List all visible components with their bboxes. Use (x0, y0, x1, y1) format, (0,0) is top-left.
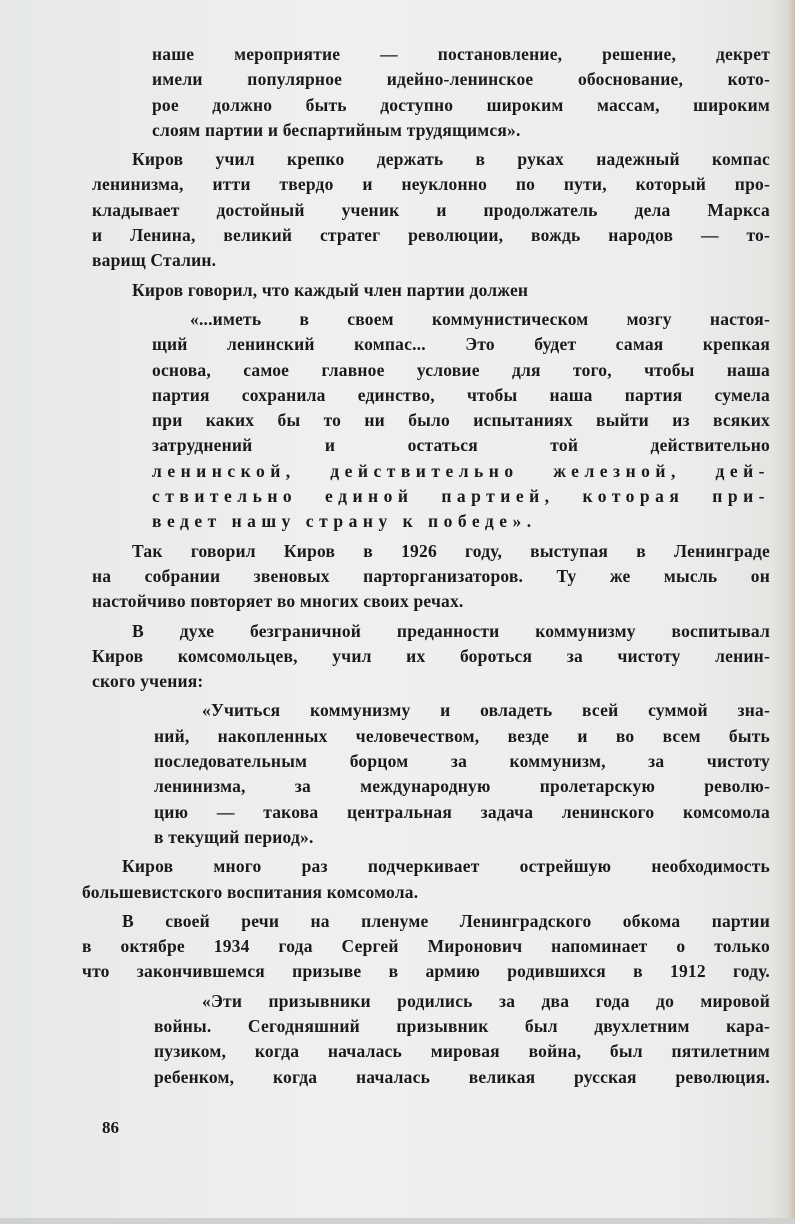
text-line: пузиком, когда началась мировая война, был пятилетним (154, 1041, 770, 1062)
block-quote (154, 989, 770, 1090)
text-line: В своей речи на пленуме Ленинградского обкома партии (122, 910, 770, 931)
text-line: Киров много раз подчеркивает острейшую необходимость (122, 856, 770, 877)
text-line: партия сохранила единство, чтобы наша партия сумела (152, 384, 770, 405)
paragraph (82, 909, 770, 985)
page-bottom-edge (0, 1218, 795, 1224)
text-line: варищ Сталин. (92, 250, 217, 271)
text-line-spaced: ленинской, действительно железной, дей- (152, 460, 770, 481)
text-line: цию — такова центральная задача ленинского комсомола (154, 801, 770, 822)
text-line: «Эти призывники родились за два года до мировой (202, 990, 770, 1011)
block-quote (152, 307, 770, 535)
block-quote (154, 698, 770, 850)
paragraph (92, 278, 770, 303)
text-line: и Ленина, великий стратег революции, вождь народов — то- (92, 225, 770, 246)
text-line-spaced: ствительно единой партией, которая при- (152, 486, 770, 507)
text-line: настойчиво повторяет во многих своих речах. (92, 591, 464, 612)
text-line: имели популярное идейно-ленинское обоснование, кото- (152, 69, 770, 90)
text-line: ского учения: (92, 671, 204, 692)
paragraph (82, 854, 770, 905)
paragraph (92, 619, 770, 695)
text-line: ребенком, когда началась великая русская революция. (154, 1066, 770, 1087)
text-line: Киров говорил, что каждый член партии должен (132, 279, 529, 300)
page-body (82, 42, 770, 1094)
text-line: основа, самое главное условие для того, чтобы наша (152, 359, 770, 380)
text-line: что закончившемся призыве в армию родившихся в 1912 году. (82, 961, 770, 982)
text-line: рое должно быть доступно широким массам, широким (152, 94, 770, 115)
text-line: в текущий период». (154, 826, 314, 847)
text-line: Так говорил Киров в 1926 году, выступая в Ленинграде (132, 540, 770, 561)
text-line-spaced: ведет нашу страну к победе». (152, 511, 537, 532)
text-line: «Учиться коммунизму и овладеть всей суммой зна- (202, 700, 770, 721)
text-line: войны. Сегодняшний призывник был двухлетним кара- (154, 1015, 770, 1036)
text-line: «...иметь в своем коммунистическом мозгу настоя- (190, 308, 770, 329)
text-line: последовательным борцом за коммунизм, за чистоту (154, 751, 770, 772)
text-line: наше мероприятие — постановление, решение, декрет (152, 44, 770, 64)
text-line: Киров учил крепко держать в руках надежный компас (132, 149, 770, 170)
text-line: слоям партии и беспартийным трудящимся». (152, 119, 521, 140)
text-line: ленинизма, за международную пролетарскую револю- (154, 776, 770, 797)
page-number: 86 (102, 1118, 119, 1137)
text-line: кладывает достойный ученик и продолжатель дела Маркса (92, 199, 770, 220)
paragraph (92, 539, 770, 615)
text-line: щий ленинский компас... Это будет самая крепкая (152, 334, 770, 355)
text-line: В духе безграничной преданности коммунизму воспитывал (132, 620, 770, 641)
text-line: в октябре 1934 года Сергей Миронович напоминает о только (82, 936, 770, 957)
text-line: Киров комсомольцев, учил их бороться за чистоту ленин- (92, 645, 770, 666)
text-line: большевистского воспитания комсомола. (82, 881, 419, 902)
text-line: на собрании звеновых парторганизаторов. Ту же мысль он (92, 565, 770, 586)
page-right-edge (789, 0, 795, 1224)
paragraph (92, 147, 770, 273)
quote-continuation (152, 42, 770, 143)
text-line: при каких бы то ни было испытаниях выйти из всяких (152, 410, 770, 431)
text-line: ленинизма, итти твердо и неуклонно по пути, который про- (92, 174, 770, 195)
text-line: ний, накопленных человечеством, везде и во всем быть (154, 725, 770, 746)
text-line: затруднений и остаться той действительно (152, 435, 770, 456)
